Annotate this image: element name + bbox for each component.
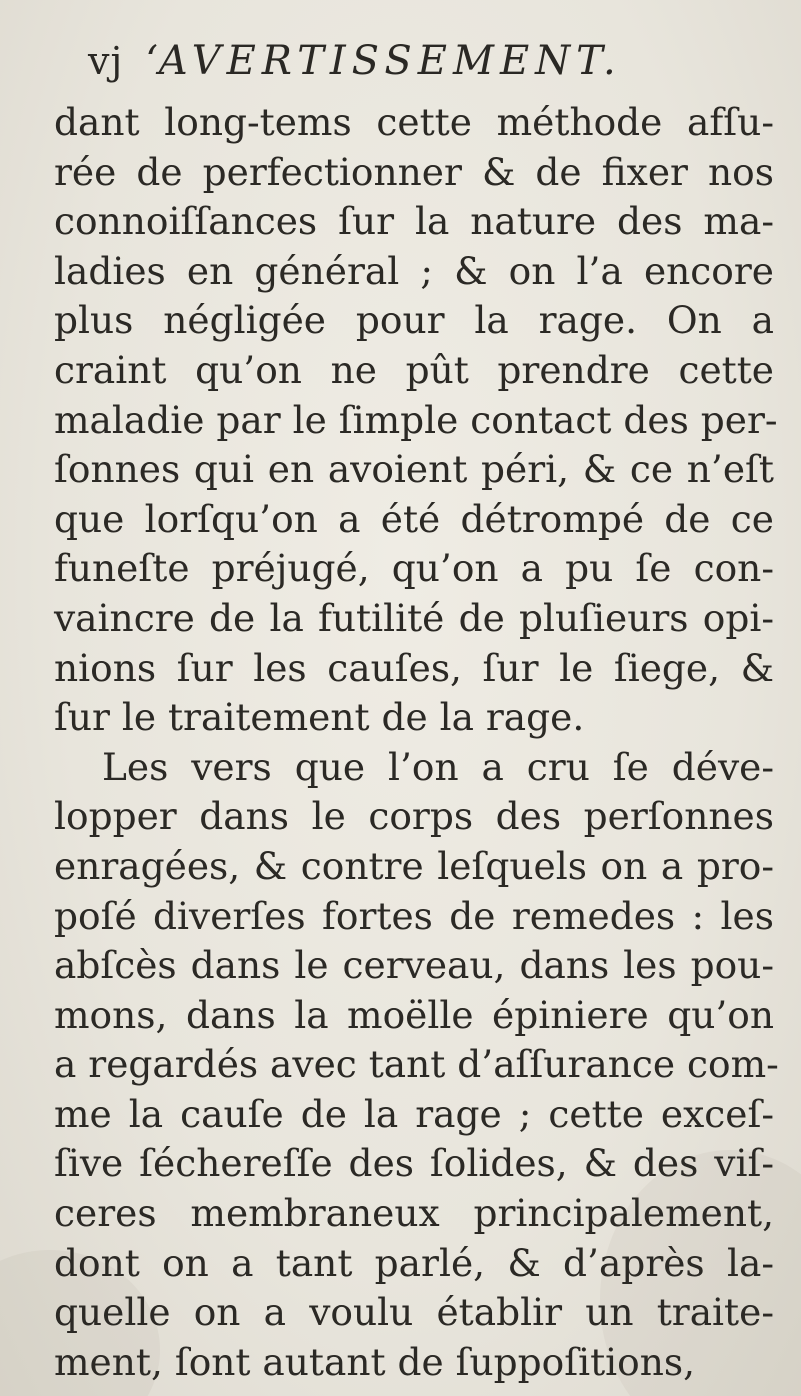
text-line: abſcès dans le cerveau, dans les pou-	[54, 943, 774, 988]
text-line: poſé diverſes fortes de remedes : les	[54, 893, 774, 938]
text-line: ceres membraneux principalement,	[54, 1191, 774, 1236]
text-line: plus négligée pour la rage. On a	[54, 298, 774, 343]
text-line: connoiſſances ſur la nature des ma-	[54, 199, 774, 244]
running-title: ‘AVERTISSEMENT.	[145, 38, 622, 84]
paragraph-first-line: Les vers que l’on a cru ſe déve-	[102, 744, 774, 789]
text-line: que lorſqu’on a été détrompé de ce	[54, 496, 774, 541]
text-line: ladies en général ; & on l’a encore	[54, 248, 774, 293]
text-line: me la cauſe de la rage ; cette exceſ-	[54, 1091, 774, 1136]
text-line: mons, dans la moëlle épiniere qu’on	[54, 992, 774, 1037]
text-line: ſur le traitement de la rage.	[54, 695, 585, 740]
text-line: dant long-tems cette méthode afſu-	[54, 100, 774, 144]
text-line: nions ſur les cauſes, ſur le ſiege, &	[54, 645, 774, 690]
text-line: dont on a tant parlé, & d’après la-	[54, 1240, 774, 1285]
text-line: vaincre de la futilité de pluſieurs opi-	[54, 595, 774, 640]
text-line: quelle on a voulu établir un traite-	[54, 1290, 774, 1335]
text-line: a regardés avec tant d’aſſurance com-	[54, 1042, 779, 1087]
text-line: funeſte préjugé, qu’on a pu ſe con-	[54, 546, 774, 591]
text-line: ment, ſont autant de ſuppoſitions,	[54, 1339, 696, 1384]
text-line: ſonnes qui en avoient péri, & ce n’eſt	[54, 447, 774, 492]
text-line: maladie par le ſimple contact des per-	[54, 397, 778, 442]
body-text	[54, 98, 779, 1387]
page-number: vj	[88, 39, 124, 83]
text-line: lopper dans le corps des perſonnes	[54, 794, 774, 839]
page-header	[88, 38, 622, 96]
text-line: craint qu’on ne pût prendre cette	[54, 347, 774, 392]
text-line: ſive ſéchereſſe des ſolides, & des viſ-	[54, 1141, 774, 1186]
text-line: enragées, & contre leſquels on a pro-	[54, 843, 774, 888]
text-line: rée de perfectionner & de fixer nos	[54, 149, 774, 194]
